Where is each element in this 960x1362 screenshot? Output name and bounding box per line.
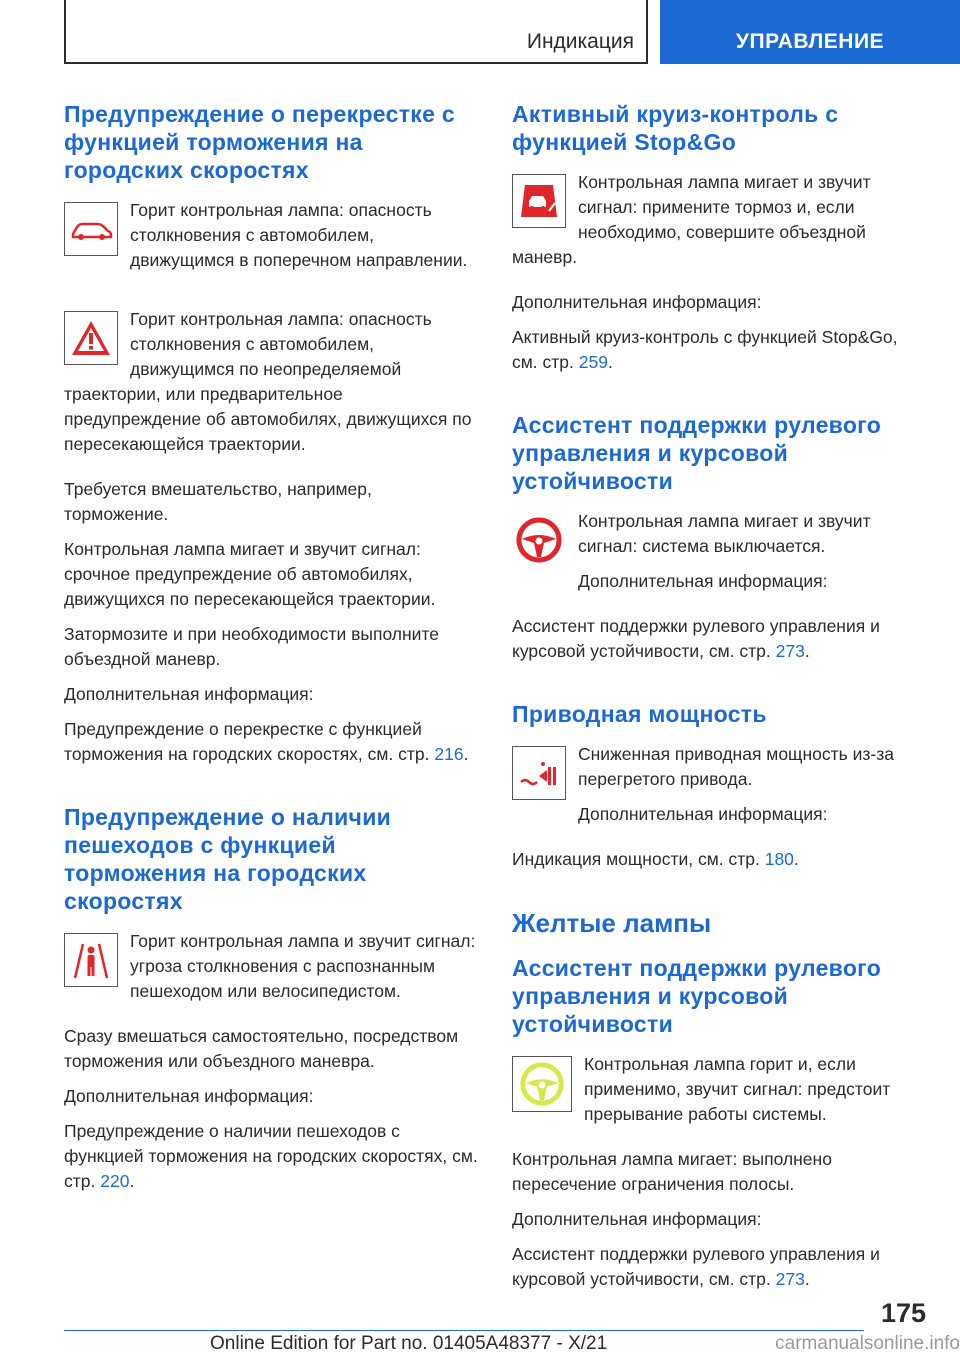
drive-power-text-1: Сниженная приводная мощность из-за перегретого привода. [578, 744, 894, 789]
page-link-180[interactable]: 180 [764, 849, 794, 869]
crossing-warning-text-3: Требуется вмешательство, например, торможение. [64, 479, 372, 524]
cruise-control-text-1: Контрольная лампа мигает и звучит сигнал: примените тормоз и, если необходимо, совершите объездной маневр. [512, 172, 871, 267]
section-title-yellow-lamps: Желтые лампы [512, 908, 712, 938]
steering-wheel-red-icon [512, 513, 566, 567]
section-title-steering-assist-yellow: Ассистент поддержки рулевого управления и курсовой устойчивости [512, 955, 882, 1037]
steering-assist-red-reference: Ассистент поддержки рулевого управления и курсовой устойчивости, см. стр. 273. [512, 616, 880, 661]
steering-assist-yellow-text-2: Контрольная лампа мигает: выполнено пересечение ограничения полосы. [512, 1149, 832, 1194]
pedestrian-warning-reference: Предупреждение о наличии пешеходов с функцией торможения на городских скоростях, см. стр. 220. [64, 1121, 478, 1191]
steering-assist-yellow-reference: Ассистент поддержки рулевого управления и курсовой устойчивости, см. стр. 273. [512, 1244, 880, 1289]
crossing-warning-text-5: Затормозите и при необходимости выполните объездной маневр. [64, 624, 439, 669]
pedestrian-warning-reference-text: Предупреждение о наличии пешеходов с функцией торможения на городских скоростях, см. стр. [64, 1121, 478, 1191]
pedestrian-warning-text-2: Сразу вмешаться самостоятельно, посредством торможения или объездного маневра. [64, 1026, 459, 1071]
crossing-warning-text-1: Горит контрольная лампа: опасность столкновения с автомобилем, движущимся в поперечном направлении. [130, 200, 468, 270]
footer-edition: Online Edition for Part no. 01405A48377 - X/21 [210, 1333, 608, 1354]
crossing-warning-reference: Предупреждение о перекрестке с функцией торможения на городских скоростях, см. стр. 216. [64, 719, 469, 764]
page-link-216[interactable]: 216 [434, 744, 464, 764]
header-chapter-tab [660, 0, 960, 64]
steering-assist-yellow-text-1: Контрольная лампа горит и, если применимо, звучит сигнал: предстоит прерывание работы системы. [584, 1054, 891, 1124]
pedestrian-red-icon [64, 933, 118, 987]
page-link-273-b[interactable]: 273 [775, 1269, 805, 1289]
crossing-warning-more-info: Дополнительная информация: [64, 684, 314, 704]
page-link-220[interactable]: 220 [100, 1171, 130, 1191]
cruise-control-reference: Активный круиз-контроль с функцией Stop&Go, см. стр. 259. [512, 327, 898, 372]
page-number: 175 [880, 1298, 926, 1328]
cruise-control-lamp [512, 170, 927, 280]
left-column [64, 100, 479, 1204]
section-title-cruise-control: Активный круиз-контроль с функцией Stop&Go [512, 101, 839, 155]
steering-assist-yellow-more-info: Дополнительная информация: [512, 1209, 762, 1229]
crossing-car-red-icon [64, 202, 118, 256]
header-chapter-title: УПРАВЛЕНИЕ [735, 30, 885, 53]
steering-assist-red-reference-text: Ассистент поддержки рулевого управления и курсовой устойчивости, см. стр. [512, 616, 880, 661]
cruise-control-red-icon [512, 174, 566, 228]
steering-assist-red-text-1: Контрольная лампа мигает и звучит сигнал: система выключается. [578, 511, 871, 556]
right-column [512, 100, 927, 1302]
steering-assist-red-more-info: Дополнительная информация: [578, 571, 828, 591]
page-link-259[interactable]: 259 [578, 352, 608, 372]
steering-assist-red-lamp [512, 509, 927, 604]
cruise-control-reference-text: Активный круиз-контроль с функцией Stop&Go, см. стр. [512, 327, 898, 372]
section-title-steering-assist-red: Ассистент поддержки рулевого управления и курсовой устойчивости [512, 412, 882, 494]
drive-power-more-info: Дополнительная информация: [578, 804, 828, 824]
drive-power-lamp [512, 742, 927, 837]
drive-power-reference: Индикация мощности, см. стр. 180. [512, 849, 799, 869]
pedestrian-warning-lamp [64, 929, 479, 1014]
section-title-crossing-warning: Предупреждение о перекрестке с функцией торможения на городских скоростях [64, 101, 455, 183]
crossing-warning-text-4: Контрольная лампа мигает и звучит сигнал: срочное предупреждение об автомобилях, движущихся по пересекающейся траектории. [64, 539, 436, 609]
cruise-control-more-info: Дополнительная информация: [512, 292, 762, 312]
section-title-drive-power: Приводная мощность [512, 701, 767, 727]
header-section-box [64, 0, 648, 64]
page-link-273-a[interactable]: 273 [775, 641, 805, 661]
steering-assist-yellow-lamp [512, 1052, 927, 1137]
section-title-pedestrian-warning: Предупреждение о наличии пешеходов с функцией торможения на городских скоростях [64, 804, 392, 914]
crossing-warning-lamp-2 [64, 307, 479, 467]
header-section-title: Индикация [526, 30, 634, 53]
pedestrian-warning-text-1: Горит контрольная лампа и звучит сигнал: угроза столкновения с распознанным пешеходом или велосипедистом. [130, 931, 476, 1001]
warning-triangle-icon [64, 311, 118, 365]
crossing-warning-lamp-1 [64, 198, 479, 283]
steering-assist-yellow-reference-text: Ассистент поддержки рулевого управления и курсовой устойчивости, см. стр. [512, 1244, 880, 1289]
crossing-warning-reference-text: Предупреждение о перекрестке с функцией торможения на городских скоростях, см. стр. [64, 719, 430, 764]
steering-wheel-yellow-icon [512, 1056, 572, 1112]
drive-power-red-icon [512, 746, 566, 800]
drive-power-reference-text: Индикация мощности, см. стр. [512, 849, 760, 869]
watermark: carmanualsonline.info [775, 1333, 960, 1354]
crossing-warning-text-2: Горит контрольная лампа: опасность столкновения с автомобилем, движущимся по неопределяемой траектории, или предварительное предупреждение об автомобилях, движущихся по пересекающейся траектории. [64, 309, 472, 454]
footer-divider [64, 1330, 864, 1331]
pedestrian-warning-more-info: Дополнительная информация: [64, 1086, 314, 1106]
